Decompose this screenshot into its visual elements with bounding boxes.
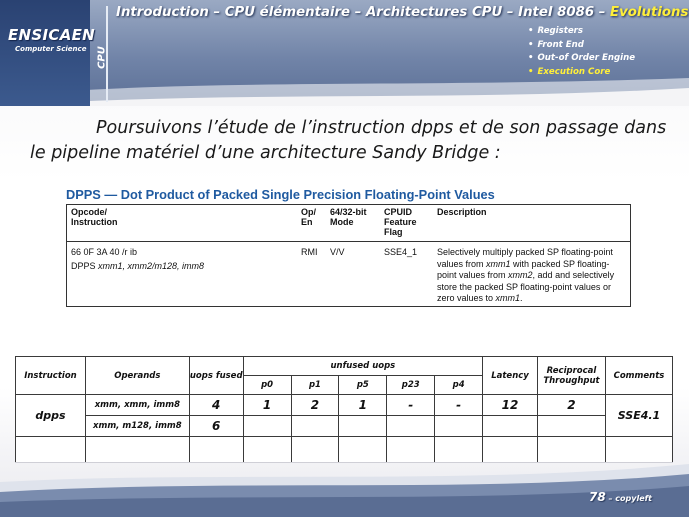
ref-header-mode: 64/32-bit Mode — [330, 207, 367, 227]
section-vertical-label: CPU — [96, 46, 108, 69]
cell-p23 — [387, 416, 435, 437]
uops-table — [15, 356, 673, 463]
ref-cpuid: SSE4_1 — [384, 247, 418, 257]
bullet-icon: • — [528, 26, 534, 36]
cell-recip: 2 — [538, 395, 606, 416]
slide-title — [116, 5, 688, 20]
cell-p4: - — [435, 395, 483, 416]
ref-desc-seg: , add and selectively — [532, 270, 615, 281]
logo-subtitle: Computer Science — [15, 45, 87, 53]
col-header-port: p0 — [243, 376, 291, 395]
cell-operands: xmm, m128, imm8 — [85, 416, 189, 437]
ref-desc-line — [437, 270, 614, 282]
cell-p4 — [435, 416, 483, 437]
reference-title: DPPS — Dot Product of Packed Single Precision Floating-Point Values — [66, 187, 495, 202]
col-header-latency: Latency — [483, 357, 538, 395]
cell-p23: - — [387, 395, 435, 416]
col-header-unfused-uops: unfused uops — [243, 357, 482, 376]
bullet-label: Front End — [537, 39, 584, 50]
ref-desc-seg: zero values to — [437, 293, 496, 304]
ref-instr-mnemonic: DPPS — [71, 261, 99, 271]
slide-title-accent: Evolutions — [610, 5, 689, 20]
col-header-port: p23 — [387, 376, 435, 395]
cell-p5: 1 — [339, 395, 387, 416]
ref-instruction — [71, 261, 204, 271]
bullet-execution-core — [528, 66, 635, 80]
page-copyleft: – copyleft — [605, 494, 652, 503]
bullet-label: Execution Core — [537, 66, 611, 77]
cell-p1 — [291, 416, 339, 437]
ref-header-opcode: Opcode/ Instruction — [71, 207, 118, 227]
ref-desc-seg: values from — [437, 258, 487, 269]
bullet-icon: • — [528, 66, 534, 77]
cell-instruction: dpps — [16, 395, 86, 437]
ref-desc-seg: xmm1 — [486, 258, 511, 269]
ref-opcode: 66 0F 3A 40 /r ib — [71, 247, 138, 257]
ref-mode: V/V — [330, 247, 345, 257]
section-bullets — [528, 25, 635, 79]
bullet-ooo-engine — [528, 52, 635, 66]
cell-p1: 2 — [291, 395, 339, 416]
reference-table — [66, 204, 631, 307]
cell-recip — [538, 416, 606, 437]
intro-paragraph: Poursuivons l’étude de l’instruction dpps et de son passage dans le pipeline matériel d’une architecture Sandy Bridge : — [30, 118, 667, 163]
logo-block — [0, 0, 90, 106]
ref-desc-line: store the packed SP floating-point values or — [437, 281, 611, 292]
ref-desc-line: Selectively multiply packed SP floating-point — [437, 247, 613, 257]
ref-desc-line — [437, 259, 614, 271]
cell-p0 — [243, 416, 291, 437]
slide-title-path: Introduction – CPU élémentaire – Architectures CPU – Intel 8086 – — [116, 5, 611, 20]
slide-header — [0, 0, 689, 106]
ref-desc-seg: . — [520, 293, 523, 304]
col-header-comments: Comments — [605, 357, 672, 395]
col-header-instruction: Instruction — [16, 357, 86, 395]
ref-description — [437, 247, 614, 305]
col-header-port: p4 — [435, 376, 483, 395]
cell-comment: SSE4.1 — [605, 395, 672, 437]
ref-instr-operands: xmm1, xmm2/m128, imm8 — [98, 261, 205, 271]
page-number-value: 78 — [589, 490, 606, 504]
ref-desc-seg: with packed SP floating- — [510, 258, 610, 269]
bullet-label: Registers — [537, 26, 584, 36]
bullet-icon: • — [528, 53, 534, 64]
bullet-registers — [528, 25, 635, 39]
footer-wave-decoration — [0, 452, 689, 517]
table-row — [16, 416, 673, 437]
ref-desc-seg: xmm1 — [495, 293, 521, 304]
instruction-reference — [66, 187, 638, 307]
table-header-row — [16, 357, 673, 376]
ref-op-en: RMI — [301, 247, 318, 257]
ref-desc-seg: point values from — [437, 270, 509, 281]
page-number — [589, 490, 652, 504]
col-header-operands: Operands — [85, 357, 189, 395]
bullet-label: Out-of Order Engine — [537, 53, 636, 64]
col-header-recip-throughput: Reciprocal Throughput — [538, 357, 606, 395]
ref-desc-seg: xmm2 — [508, 270, 533, 281]
ref-desc-line — [437, 293, 614, 305]
ref-header-cpuid: CPUID Feature Flag — [384, 207, 417, 237]
cell-latency — [483, 416, 538, 437]
cell-latency: 12 — [483, 395, 538, 416]
cell-fused: 6 — [189, 416, 243, 437]
col-header-port: p1 — [291, 376, 339, 395]
bullet-front-end — [528, 39, 635, 53]
col-header-port: p5 — [339, 376, 387, 395]
cell-fused: 4 — [189, 395, 243, 416]
ref-header-description: Description — [437, 207, 487, 217]
cell-p0: 1 — [243, 395, 291, 416]
cell-operands: xmm, xmm, imm8 — [85, 395, 189, 416]
table-row — [16, 395, 673, 416]
bullet-icon: • — [528, 39, 534, 50]
cell-p5 — [339, 416, 387, 437]
logo-title: ENSICAEN — [8, 26, 96, 44]
ref-header-divider — [67, 241, 630, 242]
header-wave-decoration — [0, 78, 689, 106]
col-header-uops-fused: uops fused — [189, 357, 243, 395]
ref-header-op-en: Op/ En — [301, 207, 316, 227]
